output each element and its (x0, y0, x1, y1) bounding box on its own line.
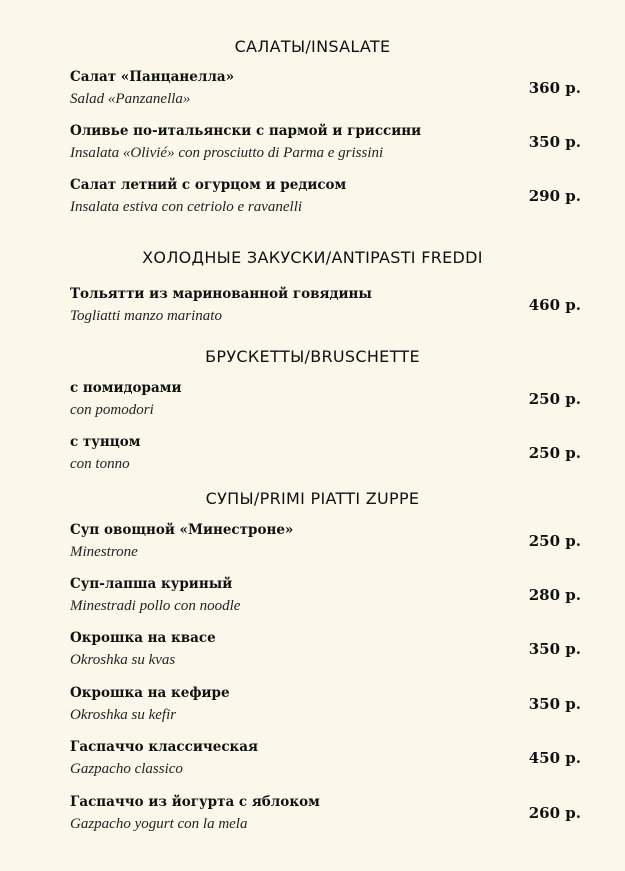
dish-name-it: con tonno (70, 456, 130, 472)
dish-name-ru: с помидорами (70, 380, 182, 396)
dish-name-it: Minestradi pollo con noodle (70, 598, 241, 614)
dish-name-ru: Гаспаччо из йогурта с яблоком (70, 794, 320, 810)
dish-price: 250 р. (528, 444, 581, 462)
menu-item (70, 177, 585, 223)
menu-item (70, 123, 585, 169)
dish-name-ru: с тунцом (70, 434, 141, 450)
dish-price: 350 р. (528, 133, 581, 151)
section-title-soups: СУПЫ/PRIMI PIATTI ZUPPE (205, 489, 420, 508)
section-title-cold-appetizers: ХОЛОДНЫЕ ЗАКУСКИ/ANTIPASTI FREDDI (142, 248, 483, 267)
menu-item (70, 794, 585, 840)
dish-name-ru: Окрошка на кефире (70, 685, 230, 701)
menu-item (70, 434, 585, 480)
section-title-salads: САЛАТЫ/INSALATE (234, 37, 391, 56)
dish-price: 260 р. (528, 804, 581, 822)
dish-name-ru: Тольятти из маринованной говядины (70, 286, 372, 302)
dish-price: 350 р. (528, 695, 581, 713)
dish-name-ru: Суп-лапша куриный (70, 576, 233, 592)
dish-name-it: con pomodori (70, 402, 154, 418)
dish-price: 250 р. (528, 390, 581, 408)
dish-price: 360 р. (528, 79, 581, 97)
dish-name-it: Okroshka su kefir (70, 707, 177, 723)
menu-item (70, 630, 585, 676)
dish-name-it: Salad «Panzanella» (70, 91, 191, 107)
dish-name-ru: Окрошка на квасе (70, 630, 216, 646)
dish-name-ru: Гаспаччо классическая (70, 739, 259, 755)
menu-item (70, 685, 585, 731)
dish-name-it: Gazpacho yogurt con la mela (70, 816, 248, 832)
dish-price: 280 р. (528, 586, 581, 604)
menu-item (70, 576, 585, 622)
dish-name-ru: Оливье по-итальянски с пармой и гриссини (70, 123, 422, 139)
menu-item (70, 380, 585, 426)
dish-price: 350 р. (528, 640, 581, 658)
dish-name-it: Minestrone (70, 544, 138, 560)
menu-item (70, 286, 585, 332)
dish-price: 460 р. (528, 296, 581, 314)
menu-item (70, 522, 585, 568)
dish-name-ru: Салат летний с огурцом и редисом (70, 177, 347, 193)
menu-item (70, 739, 585, 785)
dish-price: 290 р. (528, 187, 581, 205)
section-title-bruschette: БРУСКЕТТЫ/BRUSCHETTE (205, 347, 420, 366)
dish-price: 250 р. (528, 532, 581, 550)
dish-name-it: Gazpacho classico (70, 761, 183, 777)
dish-name-it: Insalata «Olivié» con prosciutto di Parma e grissini (70, 145, 384, 161)
dish-name-it: Togliatti manzo marinato (70, 308, 222, 324)
dish-name-ru: Салат «Панцанелла» (70, 69, 235, 85)
dish-name-it: Insalata estiva con cetriolo e ravanelli (70, 199, 303, 215)
menu-item (70, 69, 585, 115)
dish-price: 450 р. (528, 749, 581, 767)
dish-name-it: Okroshka su kvas (70, 652, 176, 668)
dish-name-ru: Суп овощной «Минестроне» (70, 522, 294, 538)
